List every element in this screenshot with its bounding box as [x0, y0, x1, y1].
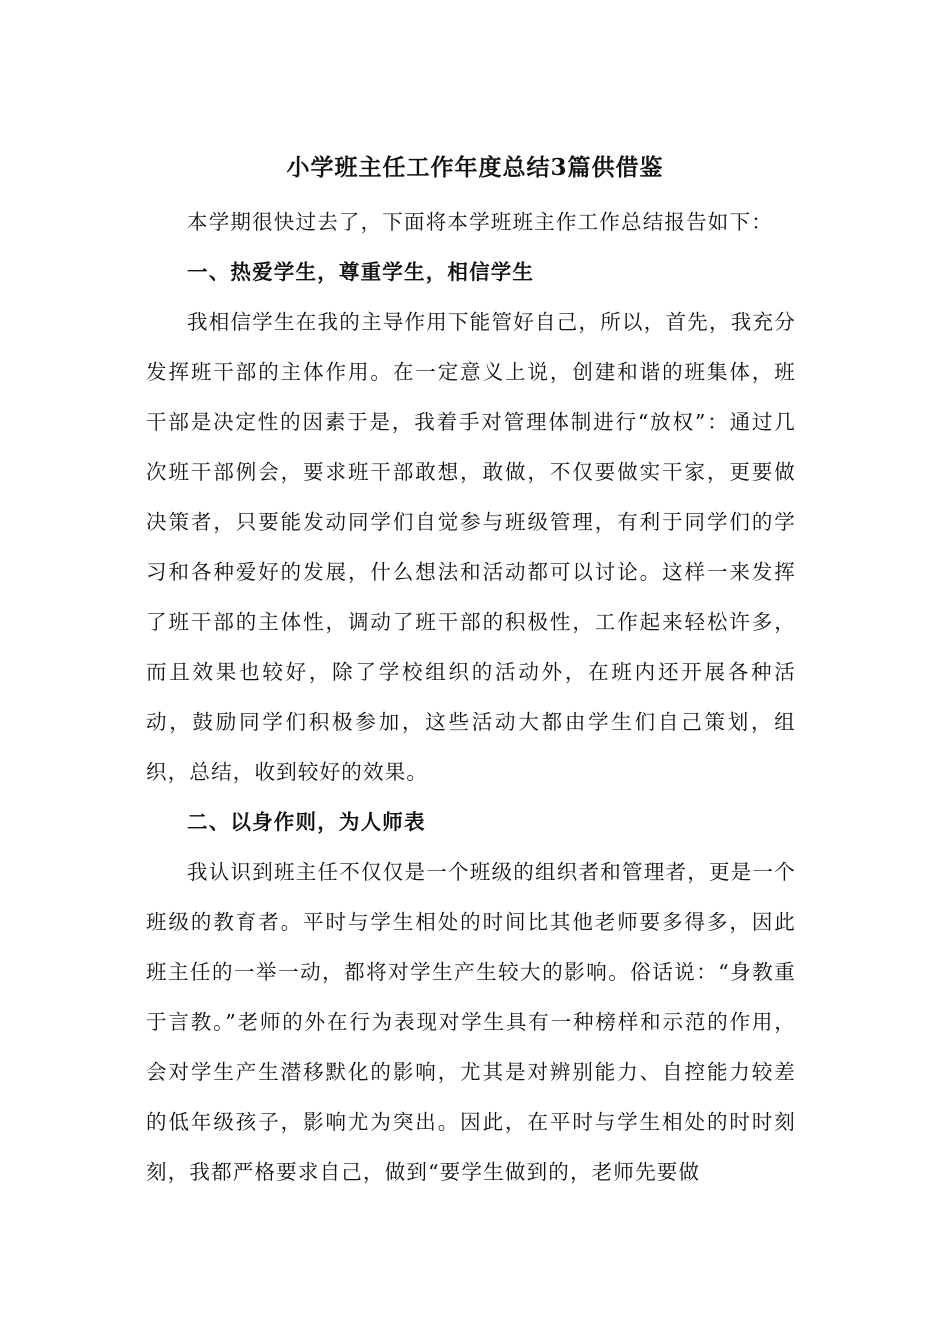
document-title: 小学班主任工作年度总结3篇供借鉴: [286, 154, 664, 181]
section-2-paragraph: 我认识到班主任不仅仅是一个班级的组织者和管理者，更是一个班级的教育者。平时与学生相处的时间比其他老师要多得多，因此班主任的一举一动，都将对学生产生较大的影响。俗话说：“身教重于言教。”老师的外在行为表现对学生具有一种榜样和示范的作用，会对学生产生潜移默化的影响，尤其是对辨别能力、自控能力较差的低年级孩子，影响尤为突出。因此，在平时与学生相处的时时刻刻，我都严格要求自己，做到“要学生做到的，老师先要做: [146, 860, 796, 1184]
document-body: [146, 197, 796, 1197]
section-2-heading: 二、以身作则，为人师表: [187, 810, 426, 834]
section-1-heading: 一、热爱学生，尊重学生，相信学生: [187, 260, 535, 284]
intro-paragraph: 本学期很快过去了，下面将本学班班主作工作总结报告如下：: [187, 210, 773, 234]
section-1-paragraph: 我相信学生在我的主导作用下能管好自己，所以，首先，我充分发挥班干部的主体作用。在一定意义上说，创建和谐的班集体，班干部是决定性的因素于是，我着手对管理体制进行“放权”：通过几次班干部例会，要求班干部敢想，敢做，不仅要做实干家，更要做决策者，只要能发动同学们自觉参与班级管理，有利于同学们的学习和各种爱好的发展，什么想法和活动都可以讨论。这样一来发挥了班干部的主体性，调动了班干部的积极性，工作起来轻松许多，而且效果也较好，除了学校组织的活动外，在班内还开展各种活动，鼓励同学们积极参加，这些活动大都由学生们自己策划，组织，总结，收到较好的效果。: [146, 310, 796, 784]
